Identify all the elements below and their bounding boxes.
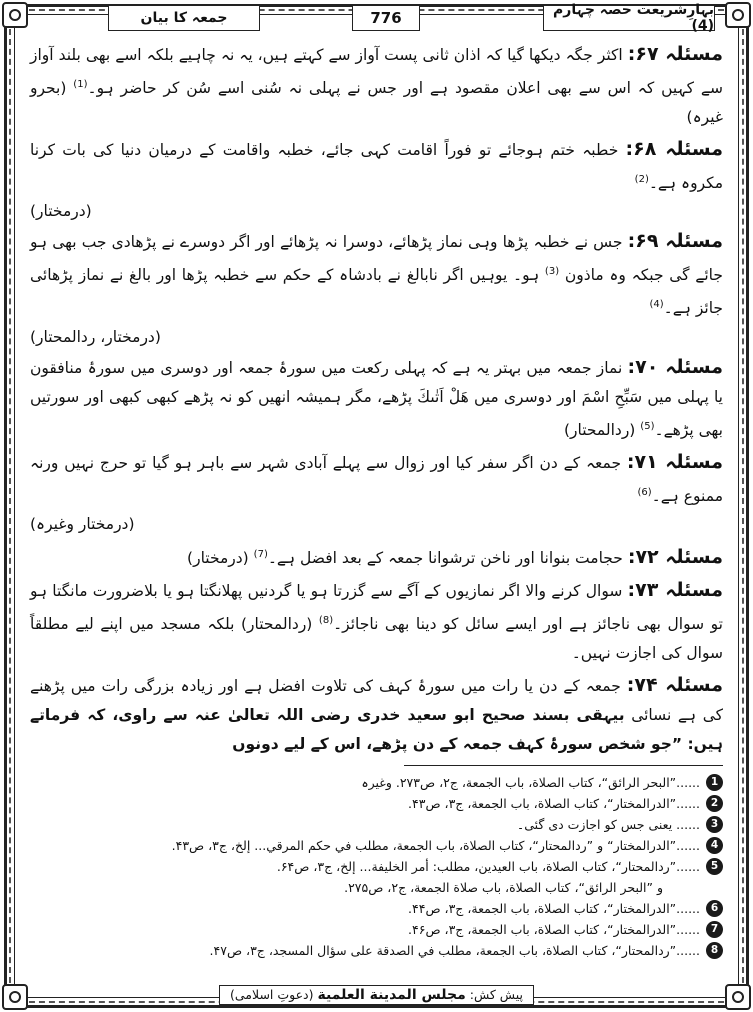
footnote-item: [30, 772, 723, 793]
masala-label: مسئلہ ۷۱:: [626, 450, 723, 473]
footnote-item: [30, 835, 723, 856]
footnote-item: [30, 940, 723, 961]
footnote-ref: (6): [637, 486, 652, 498]
masala-67: [30, 40, 723, 132]
masala-text: حجامت بنوانا اور ناخن ترشوانا جمعہ کے بعد افضل ہے۔: [267, 549, 623, 568]
masala-source: (درمختار): [30, 202, 92, 221]
masala-label: مسئلہ ۷۲:: [627, 546, 723, 569]
masala-source: (درمختار، ردالمحتار): [30, 327, 161, 346]
footnote-text: ...... یعنی جس کو اجازت دی گئی۔: [516, 817, 700, 833]
footnote-text: ......”البحر الرائق“، کتاب الصلاة، باب الجمعة، ج۲، ص۲۷۳. وغیرہ: [361, 775, 700, 791]
page-body: [30, 40, 723, 961]
footnote-text: ......”ردالمحتار“، کتاب الصلاة، باب العیدین، مطلب: أمر الخلیفة... إلخ، ج۳، ص۶۴.: [276, 859, 700, 875]
masala-label: مسئلہ ۶۸:: [625, 138, 723, 161]
footnote-number-icon: 8: [706, 942, 723, 959]
footer-prefix: پیش کش:: [469, 987, 523, 1002]
footnote-ref: (4): [649, 299, 664, 311]
footnote-ref: (2): [634, 174, 649, 186]
masala-74: [30, 671, 723, 759]
masala-68: [30, 135, 723, 224]
footnote-ref: (7): [253, 548, 268, 560]
masala-text: جمعہ کے دن اگر سفر کیا اور زوال سے پہلے آبادی شہر سے باہر ہو گیا تو حرج نہیں ورنہ ممنوع ہے۔: [30, 453, 723, 505]
footnote-text: ......”الدرالمختار“، کتاب الصلاة، باب الجمعة، ج۳، ص۴۴.: [408, 901, 700, 917]
book-title: بہارِشریعت حصہ چہارم (4): [543, 5, 715, 31]
chapter-title: جمعہ کا بیان: [108, 5, 260, 31]
page-header: [30, 2, 723, 34]
masala-text: خطبہ ختم ہوجائے تو فوراً اقامت کہی جائے، خطبہ واقامت کے درمیان دنیا کی بات کرنا مکروہ ہے۔: [30, 141, 723, 193]
footnote-text: ......”الدرالمختار“ و ”ردالمحتار“، کتاب الصلاة، باب الجمعة، مطلب في حکم المرقي... إلخ، ج۳، ص۴۳.: [171, 838, 700, 854]
masala-text: نماز جمعہ میں بہتر یہ ہے کہ پہلی رکعت میں سورۂ جمعہ اور دوسری میں سورۂ منافقون یا پہلی میں سَبِّحِ اسْمَ اور دوسری میں هَلْ اَتٰىكَ پڑھے، مگر ہمیشہ انھیں کو نہ پڑھے کبھی کبھی اور سورتیں بھی پڑھے۔: [30, 358, 723, 439]
publisher-badge: [219, 985, 534, 1005]
footnote-ref: (3): [544, 266, 560, 278]
footnote-item: [30, 793, 723, 814]
footnote-text: ......”الدرالمختار“، کتاب الصلاة، باب الجمعة، ج۳، ص۴۳.: [408, 796, 700, 812]
masala-text-bold: بیہقی بسند صحیح ابو سعید خدری رضی اللہ تعالیٰ عنہ سے راوی، کہ فرماتے ہیں: ”جو شخص سورۂ کہف جمعہ کے دن پڑھے، اس کے لیے دونوں: [30, 706, 723, 754]
masala-label: مسئلہ ۷۳:: [627, 579, 723, 602]
masala-source: (ردالمحتار): [563, 420, 636, 439]
footnote-continuation: و ”البحر الرائق“، کتاب الصلاة، باب صلاة الجمعة، ج۲، ص۲۷۵.: [344, 880, 663, 896]
publisher-name: مجلس المدينة العلمية: [317, 987, 466, 1003]
footnote-item: [30, 856, 723, 877]
corner-ornament-icon: [725, 2, 751, 28]
masala-source: (بحرو غیرہ): [30, 79, 723, 127]
masala-text: جمعہ کے دن یا رات میں سورۂ کہف کی تلاوت افضل ہے اور زیادہ بزرگی رات میں پڑھنے کی ہے نسائی: [30, 677, 723, 725]
masala-label: مسئلہ ۷۴:: [626, 674, 723, 697]
footnote-text: ......”ردالمحتار“، کتاب الصلاة، باب الجمعة، مطلب في الصدقة علی سؤال المسجد، ج۳، ص۴۷.: [209, 943, 700, 959]
footnote-item: [30, 898, 723, 919]
masala-72: [30, 540, 723, 573]
corner-ornament-icon: [2, 2, 28, 28]
masala-text: جس نے خطبہ پڑھا وہی نماز پڑھائے، دوسرا نہ پڑھائے اور اگر دوسرے نے پڑھادی جب بھی ہو جائے گی جبکہ وہ ماذون: [30, 233, 723, 285]
footnote-number-icon: 2: [706, 795, 723, 812]
page-number: 776: [352, 5, 420, 31]
page-footer: [0, 984, 753, 1006]
footnote-number-icon: 1: [706, 774, 723, 791]
masala-text: اکثر جگہ دیکھا گیا کہ اذان ثانی پست آواز سے کہتے ہیں، یہ نہ چاہیے بلکہ اسے بھی بلند آواز سے کہیں کہ اس سے بھی اعلان مقصود ہے اور جس نے پہلی نہ سُنی اسے سُن کر حاضر ہو۔: [30, 46, 723, 98]
masala-text-cont: ہو۔ یوہیں اگر نابالغ نے بادشاہ کے حکم سے خطبہ پڑھا اور بالغ نے نماز پڑھائی جائز ہے۔: [30, 266, 723, 318]
masala-source: (درمختار وغیرہ): [30, 514, 135, 533]
masala-71: [30, 448, 723, 537]
footnotes: [30, 772, 723, 961]
footnote-number-icon: 3: [706, 816, 723, 833]
publisher-suffix: (دعوتِ اسلامی): [230, 987, 314, 1002]
masala-source: (درمختار): [187, 549, 249, 568]
footnote-number-icon: 5: [706, 858, 723, 875]
footnote-ref: (5): [640, 420, 655, 432]
footnote-number-icon: 4: [706, 837, 723, 854]
footnote-number-icon: 6: [706, 900, 723, 917]
masala-label: مسئلہ ۶۷:: [627, 43, 723, 65]
masala-70: [30, 353, 723, 445]
masala-69: [30, 227, 723, 349]
masala-label: مسئلہ ۷۰:: [627, 355, 724, 378]
footnote-item: [30, 814, 723, 835]
masala-label: مسئلہ ۶۹:: [627, 230, 723, 253]
footnote-text: ......”الدرالمختار“، کتاب الصلاة، باب الجمعة، ج۳، ص۴۶.: [408, 922, 700, 938]
masala-text: سوال کرنے والا اگر نمازیوں کے آگے سے گزرتا ہو یا گردنیں پھلانگتا ہو یا بلاضرورت مانگتا ہو تو سوال بھی ناجائز ہے اور ایسے سائل کو دینا بھی ناجائز۔: [30, 582, 723, 634]
footnote-ref: (1): [73, 79, 88, 90]
footnote-number-icon: 7: [706, 921, 723, 938]
footnote-item: [30, 919, 723, 940]
footnote-divider: [404, 765, 723, 766]
masala-source: (ردالمحتار): [240, 615, 313, 634]
footnote-ref: (8): [318, 615, 334, 627]
masala-73: [30, 576, 723, 668]
masala-text-cont: بلکہ مسجد میں اپنے لیے مطلقاً سوال کی اجازت نہیں۔: [30, 615, 723, 663]
